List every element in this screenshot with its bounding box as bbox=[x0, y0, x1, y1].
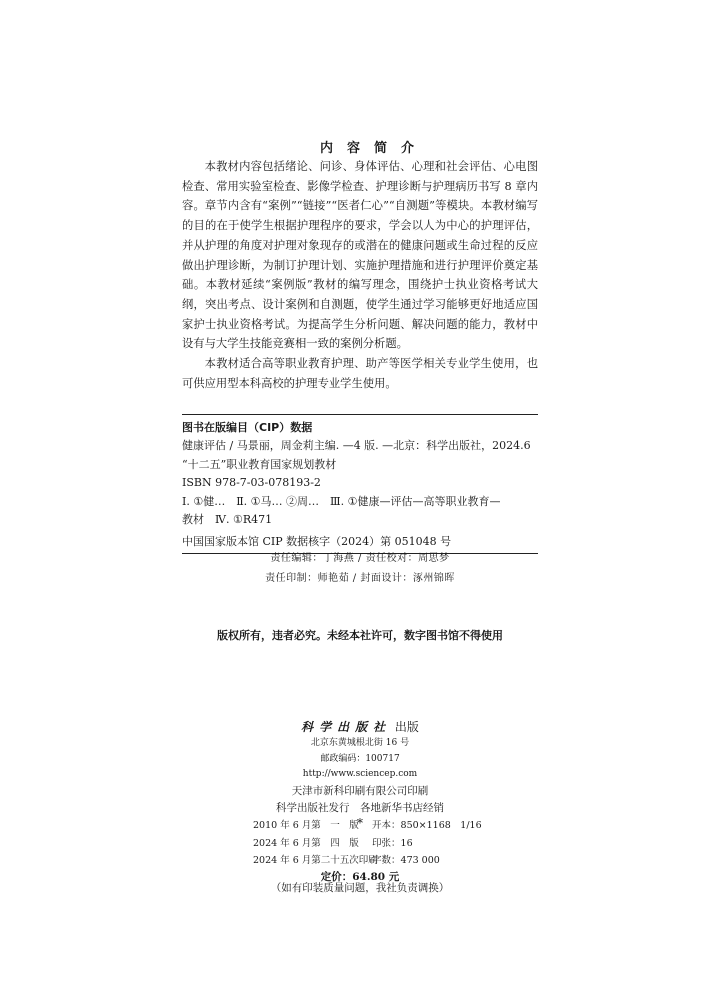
publisher-postcode: 邮政编码：100717 bbox=[320, 753, 400, 764]
edition-row bbox=[253, 835, 482, 853]
distribution-line: 科学出版社发行 各地新华书店经销 bbox=[276, 801, 444, 814]
cip-line: 健康评估 / 马景丽，周金莉主编. —4 版. —北京：科学出版社，2024.6 bbox=[182, 439, 531, 452]
cip-line: ISBN 978-7-03-078193-2 bbox=[182, 476, 321, 489]
printer-line: 天津市新科印刷有限公司印刷 bbox=[291, 784, 429, 797]
edition-info: 字数：473 000 bbox=[372, 855, 440, 866]
edition-date: 2024 年 6 月第 四 版 bbox=[253, 837, 359, 849]
cip-block bbox=[182, 414, 538, 554]
staff-credits bbox=[182, 549, 538, 589]
staff-line: 责任编辑：丁海燕 / 责任校对：周思梦 bbox=[270, 553, 450, 564]
separator-star: * bbox=[357, 815, 363, 830]
price: 定价：64.80 元 bbox=[320, 871, 400, 883]
edition-date: 2010 年 6 月第 一 版 bbox=[253, 820, 359, 831]
edition-info: 印张：16 bbox=[372, 837, 413, 849]
edition-row bbox=[253, 817, 482, 835]
publisher-line bbox=[0, 718, 720, 736]
edition-info: 开本：850×1168 1/16 bbox=[372, 820, 482, 831]
staff-line: 责任印制：师艳茹 / 封面设计：涿州锦晖 bbox=[265, 573, 455, 584]
publisher-name: 科学出版社 bbox=[301, 720, 392, 734]
publisher-website: http://www.sciencep.com bbox=[302, 769, 418, 779]
publisher-block bbox=[0, 718, 720, 829]
intro-paragraph: 本教材内容包括绪论、问诊、身体评估、心理和社会评估、心电图检查、常用实验室检查、影像学检查、护理诊断与护理病历书写 8 章内容。章节内含有“案例”“链接”“医者仁心”“自测题”等模块。本教材编写的目的在于使学生根据护理程序的要求，学会以人为中心的护理评估，并从护理的角度对护理对象现存的或潜在的健康问题或生命过程的反应做出护理诊断，为制订护理计划、实施护理措施和进行护理评价奠定基础。本教材延续“案例版”教材的编写理念，围绕护士执业资格考试大纲，突出考点、设计案例和自测题，使学生通过学习能够更好地适应国家护士执业资格考试。为提高学生分析问题、解决问题的能力，教材中设有与大学生技能竞赛相一致的案例分析题。 bbox=[182, 160, 538, 351]
rights-notice: 版权所有，违者必究。未经本社许可，数字图书馆不得使用 bbox=[217, 629, 503, 642]
intro-title: 内容简介 bbox=[319, 141, 428, 156]
edition-table bbox=[253, 817, 482, 870]
cip-line: 教材 Ⅳ. ①R471 bbox=[182, 513, 273, 526]
cip-heading: 图书在版编目（CIP）数据 bbox=[182, 421, 313, 434]
intro-body bbox=[182, 157, 538, 393]
intro-paragraph: 本教材适合高等职业教育护理、助产等医学相关专业学生使用，也可供应用型本科高校的护理专业学生使用。 bbox=[182, 357, 538, 390]
edition-date: 2024 年 6 月第二十五次印刷 bbox=[253, 855, 378, 866]
publisher-suffix: 出版 bbox=[394, 720, 419, 734]
edition-row bbox=[253, 852, 482, 870]
cip-line: “十二五”职业教育国家规划教材 bbox=[182, 457, 337, 471]
publisher-address: 北京东黄城根北街 16 号 bbox=[310, 738, 410, 748]
cip-line: Ⅰ. ①健… Ⅱ. ①马… ②周… Ⅲ. ①健康—评估—高等职业教育— bbox=[182, 494, 501, 508]
cip-number: 中国国家版本馆 CIP 数据核字（2024）第 051048 号 bbox=[182, 534, 452, 548]
quality-notice: （如有印装质量问题，我社负责调换） bbox=[270, 882, 450, 894]
